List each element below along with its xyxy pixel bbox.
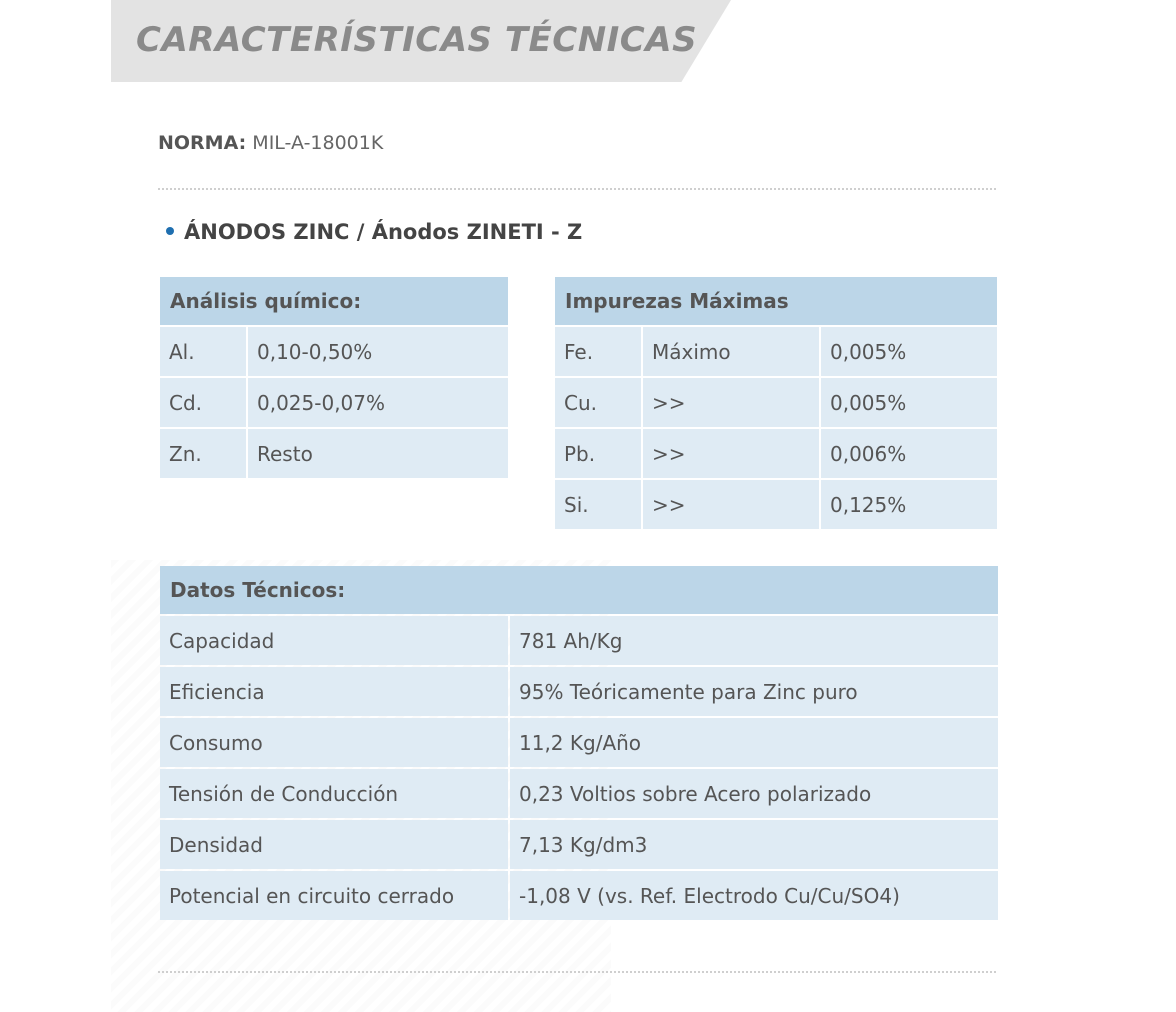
property-cell: Consumo [160, 718, 508, 767]
property-cell: Densidad [160, 820, 508, 869]
element-cell: Al. [160, 327, 246, 376]
datos-header: Datos Técnicos: [160, 566, 998, 614]
value-cell: 11,2 Kg/Año [510, 718, 998, 767]
table-row [160, 820, 998, 869]
property-cell: Tensión de Conducción [160, 769, 508, 818]
table-row [160, 667, 998, 716]
value-cell: 0,125% [821, 480, 997, 529]
norma-value: MIL-A-18001K [252, 132, 384, 154]
table-row [160, 429, 508, 478]
element-cell: Fe. [555, 327, 641, 376]
page-title: CARACTERÍSTICAS TÉCNICAS [136, 20, 698, 60]
value-cell: 0,23 Voltios sobre Acero polarizado [510, 769, 998, 818]
table-row [160, 871, 998, 920]
table-row [555, 429, 997, 478]
dotted-divider [158, 188, 996, 190]
table-row [160, 378, 508, 427]
table-row [160, 616, 998, 665]
qualifier-cell: Máximo [643, 327, 819, 376]
property-cell: Eficiencia [160, 667, 508, 716]
table-row [555, 480, 997, 529]
value-cell: 0,025-0,07% [248, 378, 508, 427]
element-cell: Si. [555, 480, 641, 529]
section-title: ÁNODOS ZINC / Ánodos ZINETI - Z [184, 220, 583, 244]
datos-tecnicos-table [158, 564, 1000, 922]
value-cell: -1,08 V (vs. Ref. Electrodo Cu/Cu/SO4) [510, 871, 998, 920]
property-cell: Capacidad [160, 616, 508, 665]
element-cell: Cd. [160, 378, 246, 427]
value-cell: Resto [248, 429, 508, 478]
table-row [160, 327, 508, 376]
table-row [555, 378, 997, 427]
qualifier-cell: >> [643, 429, 819, 478]
element-cell: Cu. [555, 378, 641, 427]
qualifier-cell: >> [643, 378, 819, 427]
value-cell: 0,005% [821, 378, 997, 427]
value-cell: 7,13 Kg/dm3 [510, 820, 998, 869]
qualifier-cell: >> [643, 480, 819, 529]
value-cell: 0,10-0,50% [248, 327, 508, 376]
value-cell: 95% Teóricamente para Zinc puro [510, 667, 998, 716]
element-cell: Pb. [555, 429, 641, 478]
property-cell: Potencial en circuito cerrado [160, 871, 508, 920]
section-heading [166, 220, 582, 244]
analisis-table [158, 275, 510, 480]
value-cell: 0,006% [821, 429, 997, 478]
analisis-header: Análisis químico: [160, 277, 508, 325]
impurezas-header: Impurezas Máximas [555, 277, 997, 325]
element-cell: Zn. [160, 429, 246, 478]
norma-label: NORMA: [158, 132, 247, 154]
norma-line [158, 132, 383, 154]
table-row [555, 327, 997, 376]
dotted-divider-bottom [158, 971, 996, 973]
table-row [160, 718, 998, 767]
value-cell: 781 Ah/Kg [510, 616, 998, 665]
bullet-icon [166, 227, 174, 235]
value-cell: 0,005% [821, 327, 997, 376]
table-row [160, 769, 998, 818]
impurezas-table [553, 275, 999, 531]
